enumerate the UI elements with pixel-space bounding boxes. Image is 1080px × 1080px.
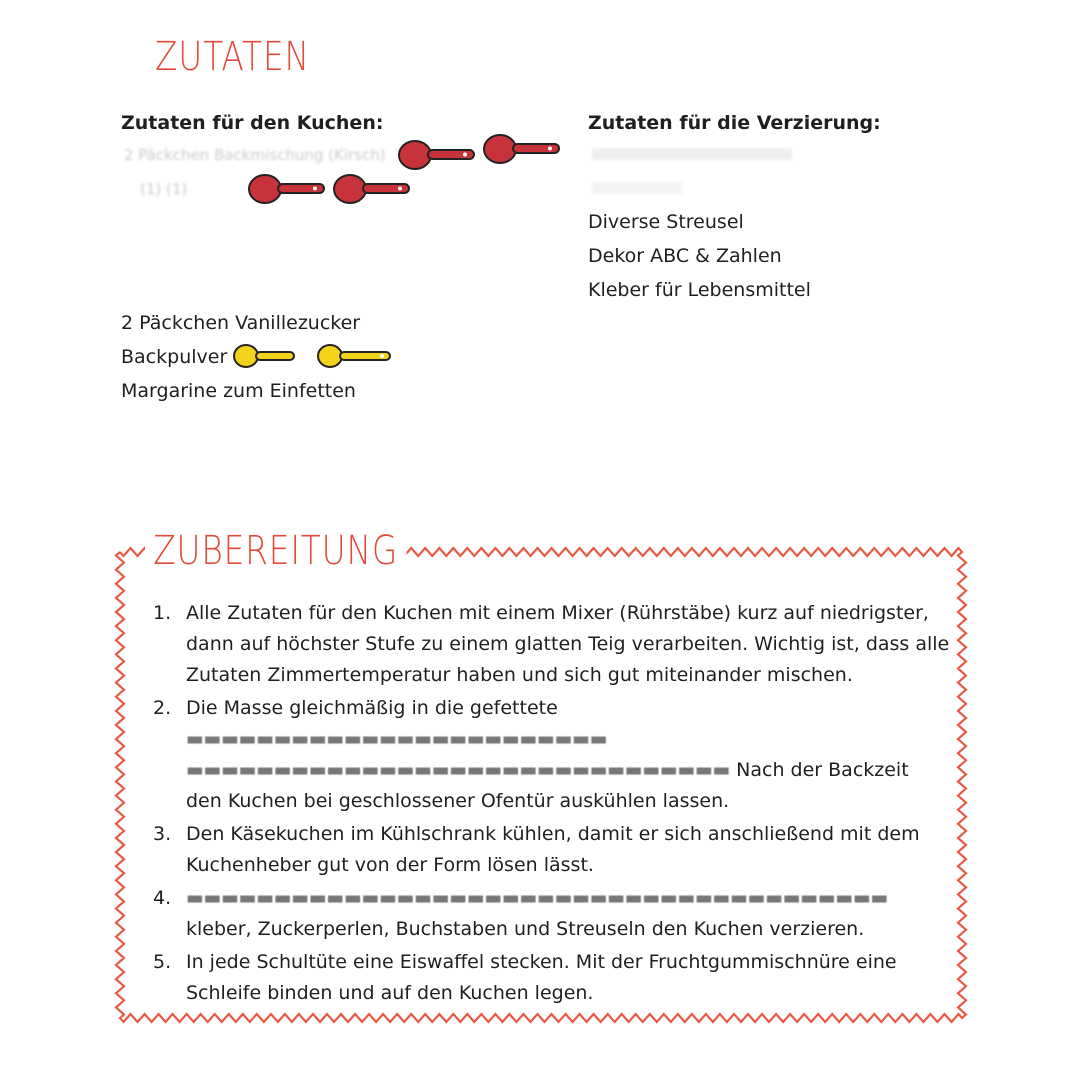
step-text: Nach der Backzeit	[736, 759, 909, 781]
decoration-kleber: Kleber für Lebensmittel	[588, 279, 811, 301]
ingredient-vanillezucker: 2 Päckchen Vanillezucker	[121, 312, 361, 334]
step-number: 3.	[153, 823, 172, 845]
ingredients-title: ZUTATEN	[155, 34, 310, 80]
blurred-ingredient-line: (1) (1)	[140, 180, 188, 198]
step-1	[150, 598, 950, 691]
garbled-text: ▬▬▬▬▬▬▬▬▬▬▬▬▬▬▬▬▬▬▬▬▬▬▬▬ ▬▬▬▬▬▬▬▬▬▬▬▬▬▬▬▬▬▬▬▬▬▬▬▬▬▬▬▬▬▬▬	[186, 728, 731, 781]
step-text: kleber, Zuckerperlen, Buchstaben und Streuseln den Kuchen verzieren.	[186, 918, 865, 940]
step-text: In jede Schultüte eine Eiswaffel stecken. Mit der Fruchtgummischnüre eine Schleife binden und auf den Kuchen legen.	[186, 951, 897, 1004]
decoration-streusel: Diverse Streusel	[588, 211, 744, 233]
ingredient-margarine: Margarine zum Einfetten	[121, 380, 356, 402]
garbled-text: ▬▬▬▬▬▬▬▬▬▬▬▬▬▬▬▬▬▬▬▬▬▬▬▬▬▬▬▬▬▬▬▬▬▬▬▬▬▬▬▬	[186, 887, 889, 909]
blurred-ingredient-line: 2 Päckchen Backmischung (Kirsch)	[124, 146, 386, 164]
cake-ingredients-heading: Zutaten für den Kuchen:	[121, 112, 384, 134]
step-2	[150, 693, 950, 817]
step-4	[150, 883, 950, 945]
step-number: 5.	[153, 951, 172, 973]
step-text: Die Masse gleichmäßig in die gefettete	[186, 697, 558, 719]
step-number: 4.	[153, 887, 172, 909]
preparation-steps	[150, 598, 950, 1011]
step-number: 1.	[153, 602, 172, 624]
step-3	[150, 819, 950, 881]
ingredient-backpulver: Backpulver	[121, 346, 228, 368]
decoration-dekor: Dekor ABC & Zahlen	[588, 245, 782, 267]
step-5	[150, 947, 950, 1009]
preparation-title: ZUBEREITUNG	[145, 528, 406, 574]
step-text: Alle Zutaten für den Kuchen mit einem Mixer (Rührstäbe) kurz auf niedrigster, dann auf höchster Stufe zu einem glatten Teig verarbeiten. Wichtig ist, dass alle Zutaten Zimmertemperatur haben und sich gut miteinander mischen.	[186, 602, 950, 686]
step-text: den Kuchen bei geschlossener Ofentür auskühlen lassen.	[186, 790, 730, 812]
step-text: Den Käsekuchen im Kühlschrank kühlen, damit er sich anschließend mit dem Kuchenheber gut von der Form lösen lässt.	[186, 823, 920, 876]
step-number: 2.	[153, 697, 172, 719]
decoration-ingredients-heading: Zutaten für die Verzierung:	[588, 112, 881, 134]
